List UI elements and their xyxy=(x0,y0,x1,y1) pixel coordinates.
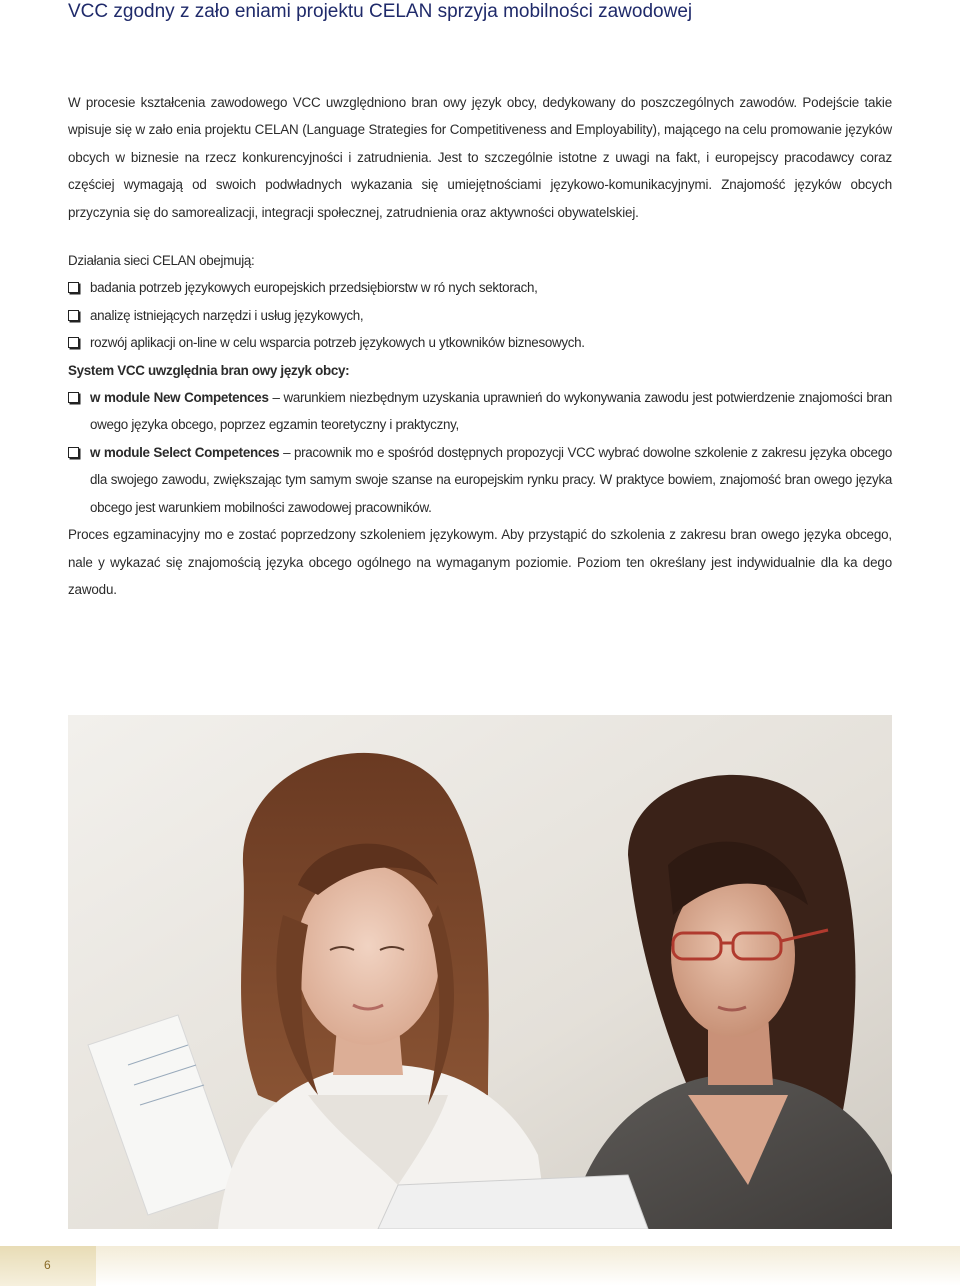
photo-illustration xyxy=(68,715,892,1229)
system-heading: System VCC uwzględnia bran owy język obcy: xyxy=(68,362,350,378)
module-name: w module New Competences xyxy=(90,390,269,406)
page-number: 6 xyxy=(44,1258,51,1272)
closing-paragraph: Proces egzaminacyjny mo e zostać poprzedzony szkoleniem językowym. Aby przystąpić do szkolenia z zakresu bran owego języka obcego, nale y wykazać się znajomością języka obcego ogólnego na wymaganym poziomie. Poziom ten określany jest indywidualnie dla ka dego zawodu. xyxy=(68,527,892,597)
list-item-text: rozwój aplikacji on-line w celu wsparcia potrzeb językowych u ytkowników biznesowych. xyxy=(90,335,585,351)
list-item xyxy=(68,384,892,439)
list-item xyxy=(68,439,892,521)
list-item-text: badania potrzeb językowych europejskich przedsiębiorstw w ró nych sektorach, xyxy=(90,280,538,296)
checkbox-bullet-icon xyxy=(68,337,79,348)
page-title: VCC zgodny z zało eniami projektu CELAN sprzyja mobilności zawodowej xyxy=(68,1,693,22)
celan-actions-intro: Działania sieci CELAN obejmują: xyxy=(68,253,255,269)
checkbox-bullet-icon xyxy=(68,310,79,321)
checkbox-bullet-icon xyxy=(68,392,79,403)
photo-two-women-at-laptop xyxy=(68,715,892,1229)
checkbox-bullet-icon xyxy=(68,447,79,458)
module-description: – pracownik mo e spośród dostępnych propozycji VCC wybrać dowolne szkolenie z zakresu języka obcego dla swojego zawodu, zwiększając tym samym swoje szanse na europejskim rynku pracy. W praktyce bowiem, znajomość bran owego języka obcego jest warunkiem mobilności zawodowej pracowników. xyxy=(90,444,892,515)
checkbox-bullet-icon xyxy=(68,282,79,293)
module-name: w module Select Competences xyxy=(90,444,280,460)
list-item xyxy=(68,302,892,329)
list-item xyxy=(68,329,892,356)
list-item xyxy=(68,274,892,301)
list-item-text: analizę istniejących narzędzi i usług językowych, xyxy=(90,307,364,323)
intro-paragraph: W procesie kształcenia zawodowego VCC uwzględniono bran owy język obcy, dedykowany do poszczególnych zawodów. Podejście takie wpisuje się w zało enia projektu CELAN (Language Strategies for Competitiveness and Employability), mającego na celu promowanie języków obcych w biznesie na rzecz konkurencyjności i zatrudnienia. Jest to szczególnie istotne z uwagi na fakt, i europejscy pracodawcy coraz częściej wymagają od swoich podwładnych wykazania się umiejętnościami językowo-komunikacyjnymi. Znajomość języków obcych przyczynia się do samorealizacji, integracji społecznej, zatrudnienia oraz aktywności obywatelskiej. xyxy=(68,95,892,220)
system-list xyxy=(68,384,892,521)
footer-bar xyxy=(0,1246,960,1286)
module-description: – warunkiem niezbędnym uzyskania uprawnień do wykonywania zawodu jest potwierdzenie znajomości bran owego języka obcego, poprzez egzamin teoretyczny i praktyczny, xyxy=(90,390,892,433)
main-content xyxy=(68,89,892,603)
celan-actions-list xyxy=(68,274,892,356)
